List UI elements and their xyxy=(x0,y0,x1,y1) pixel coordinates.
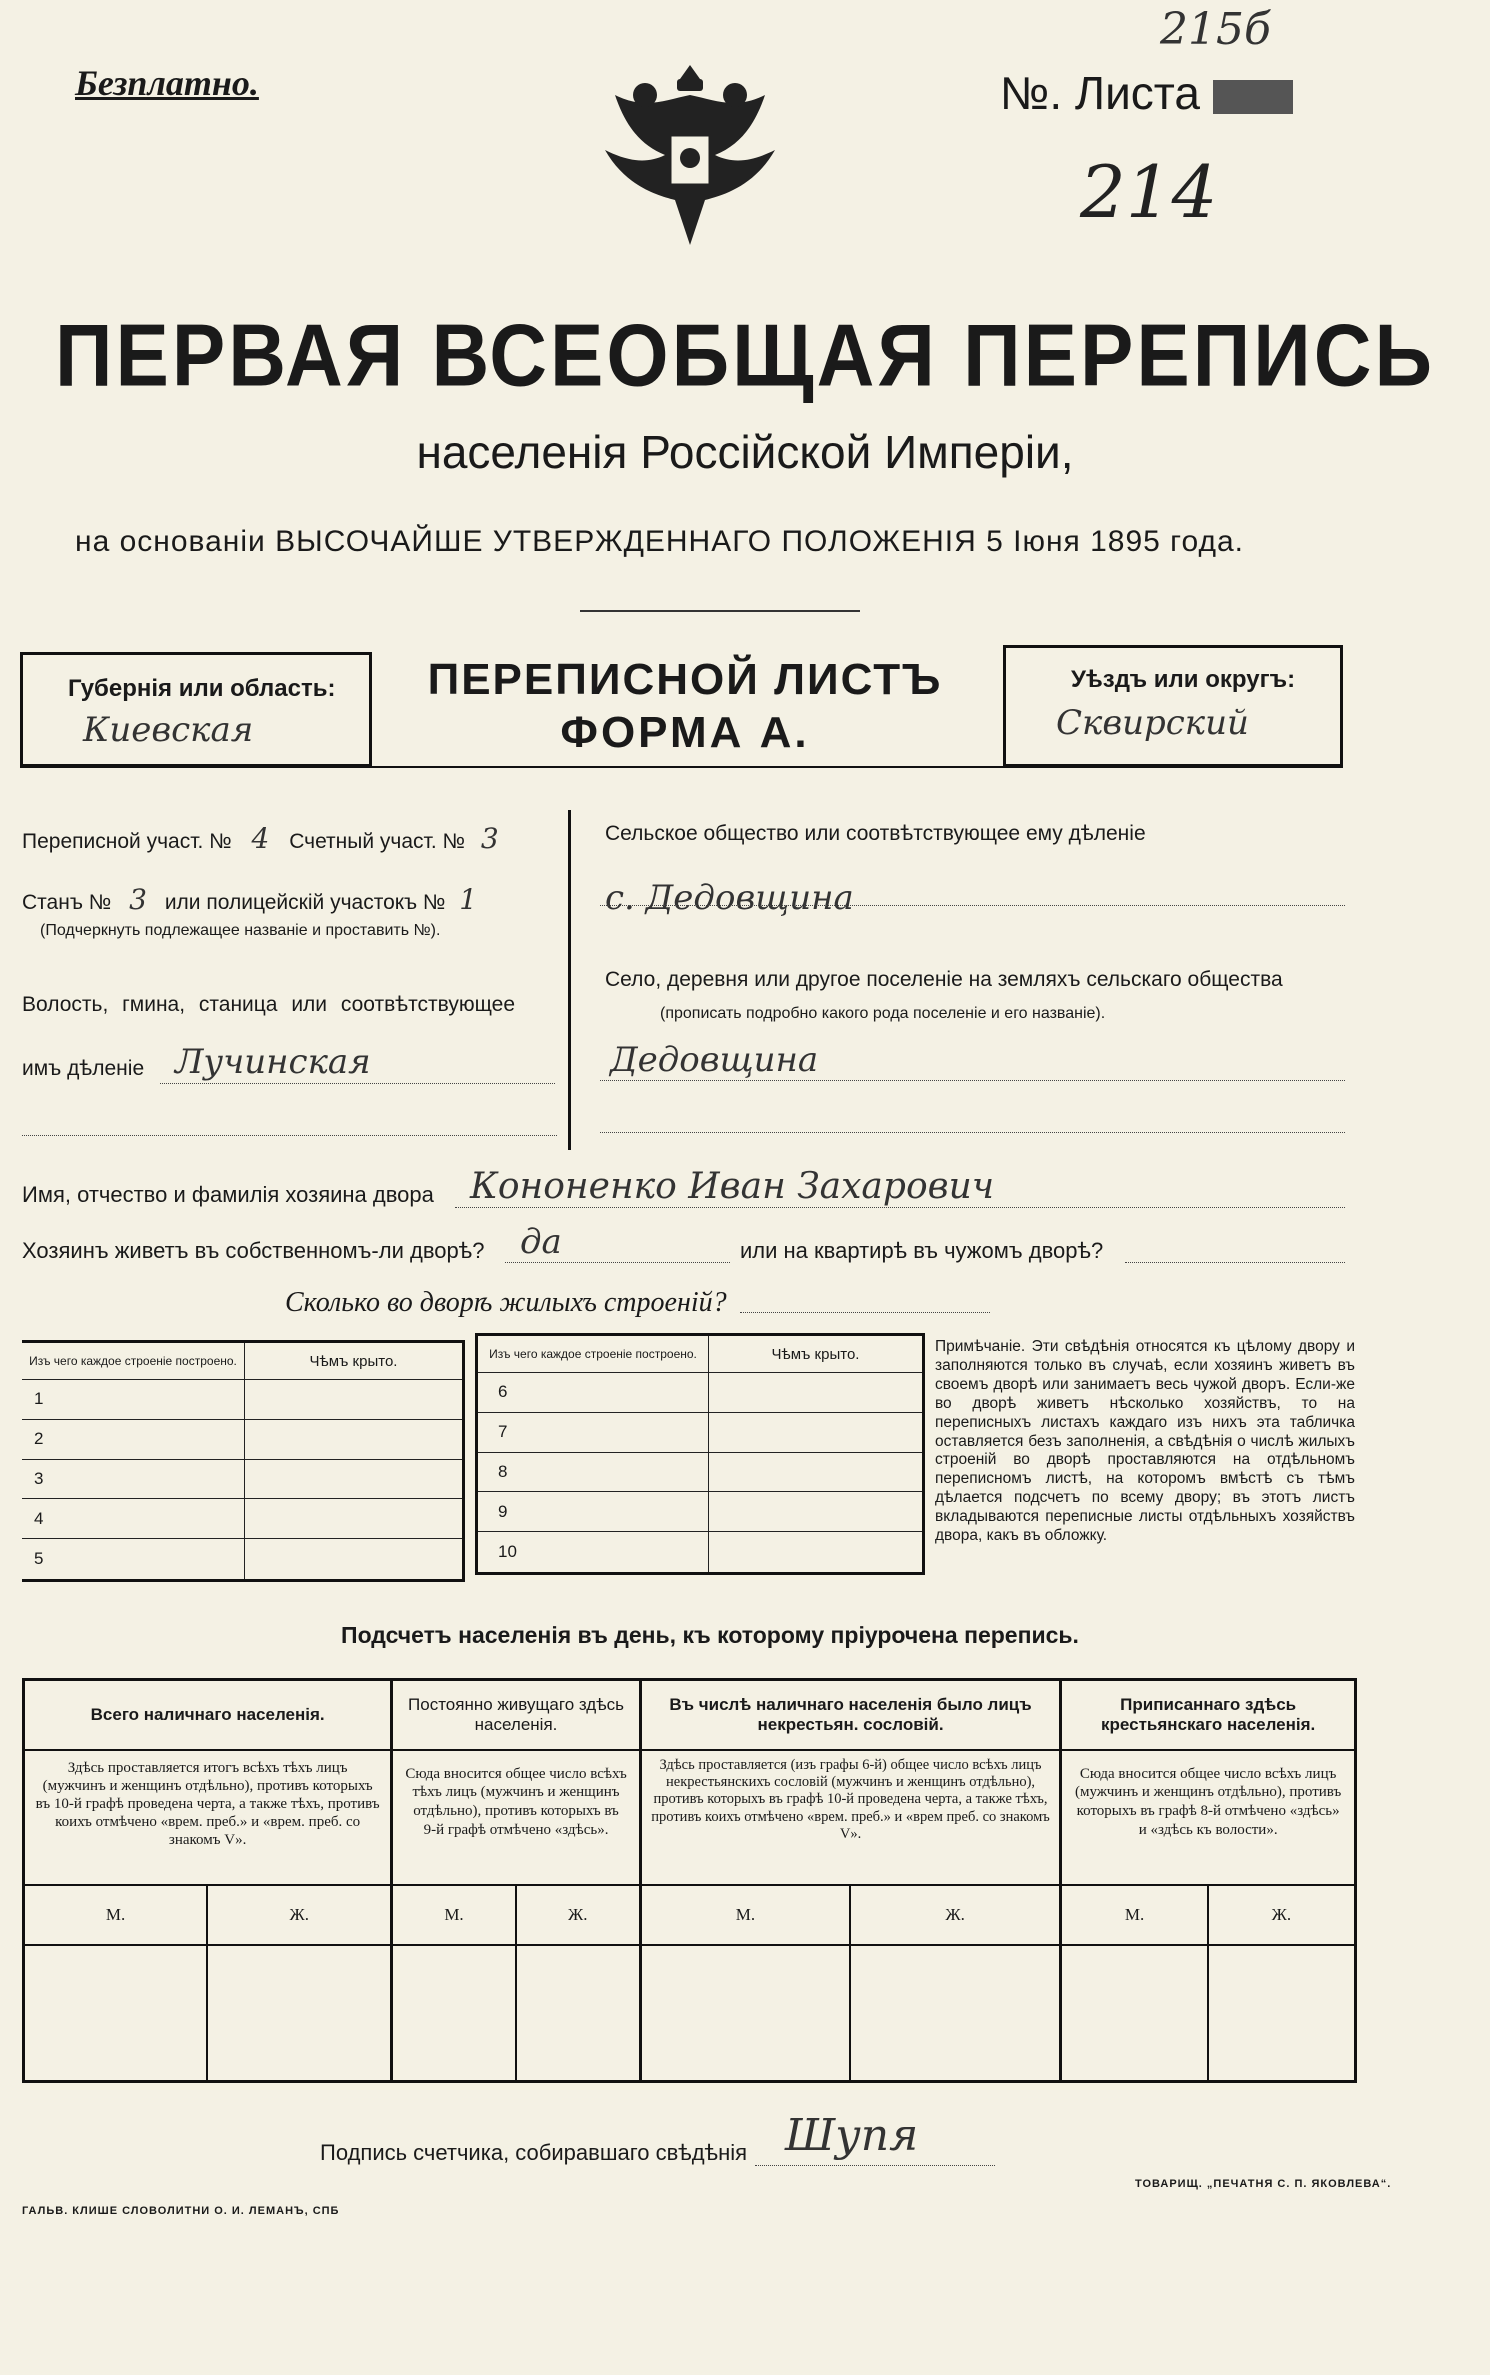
district-label: Уѣздъ или округъ: xyxy=(1071,666,1296,693)
female-header: Ж. xyxy=(207,1885,392,1945)
owner-name-label: Имя, отчество и фамилія хозяина двора xyxy=(22,1182,434,1207)
volost-label-2: имъ дѣленіе xyxy=(22,1057,145,1080)
pop-cell xyxy=(1208,1945,1356,2082)
free-label: Безплатно. xyxy=(75,63,259,103)
pop-cell xyxy=(24,1945,208,2082)
roof-header: Чѣмъ крыто. xyxy=(709,1335,924,1373)
pop-col-desc-permanent: Сюда вносится общее число всѣхъ тѣхъ лицъ (мужчинъ и женщинъ отдѣльно), противъ которыхъ въ 9-й графѣ отмѣчено «здѣсь». xyxy=(392,1750,640,1885)
population-title: Подсчетъ населенія въ день, къ которому пріурочена перепись. xyxy=(341,1622,1079,1648)
pop-col-head-ascribed: Приписаннаго здѣсь крестьянскаго населенія. xyxy=(1061,1680,1356,1750)
owner-name-value: Кононенко Иван Захарович xyxy=(470,1166,995,1207)
village-line xyxy=(600,1080,1345,1081)
census-section-row xyxy=(22,822,509,855)
building-row-num: 6 xyxy=(477,1373,709,1413)
building-row-num: 8 xyxy=(477,1452,709,1492)
village-value: Дедовщина xyxy=(610,1040,819,1080)
female-header: Ж. xyxy=(1208,1885,1356,1945)
volost-line xyxy=(160,1083,555,1084)
count-section-value: 3 xyxy=(480,822,499,855)
census-section-value: 4 xyxy=(251,822,270,855)
buildings-table-right xyxy=(475,1333,925,1575)
volost-label: Волость, гмина, станица или соотвѣтствующее xyxy=(22,993,515,1016)
population-table xyxy=(22,1678,1357,2083)
society-line xyxy=(600,905,1345,906)
buildings-label: Сколько во дворѣ жилыхъ строеній? xyxy=(285,1287,727,1318)
printer-right: ТОВАРИЩ. „ПЕЧАТНЯ С. П. ЯКОВЛЕВА“. xyxy=(1135,2178,1392,2190)
buildings-table-left xyxy=(22,1340,465,1582)
building-row-num: 9 xyxy=(477,1492,709,1532)
own-yard-line xyxy=(505,1262,730,1263)
sheet-no-redaction xyxy=(1213,80,1293,114)
building-row-num: 2 xyxy=(22,1419,245,1459)
village-label: Село, деревня или другое поселеніе на земляхъ сельскаго общества xyxy=(605,968,1283,991)
female-header: Ж. xyxy=(516,1885,641,1945)
district-value: Сквирский xyxy=(1056,703,1249,743)
village-note: (прописать подробно какого рода поселеніе и его названіе). xyxy=(660,1005,1106,1022)
pop-col-desc-ascribed: Сюда вносится общее число всѣхъ лицъ (мужчинъ и женщинъ отдѣльно), противъ которыхъ въ графѣ 8-й отмѣчено «здѣсь» и «здѣсь къ волости». xyxy=(1061,1750,1356,1885)
building-row-num: 3 xyxy=(22,1459,245,1499)
ornament-divider xyxy=(580,610,860,624)
underline-note: (Подчеркнуть подлежащее названіе и проставить №). xyxy=(40,922,441,939)
archive-number: 215б xyxy=(1160,4,1271,55)
male-header: М. xyxy=(392,1885,516,1945)
form-title: ПЕРЕПИСНОЙ ЛИСТЪ xyxy=(427,655,943,704)
stan-value: 3 xyxy=(129,883,147,916)
volost-line-2 xyxy=(22,1135,557,1136)
village-line-2 xyxy=(600,1132,1345,1133)
material-header: Изъ чего каждое строеніе построено. xyxy=(477,1335,709,1373)
society-value: с. Дедовщина xyxy=(605,878,854,918)
male-header: М. xyxy=(640,1885,850,1945)
counter-signature: Шупя xyxy=(785,2110,919,2161)
buildings-line xyxy=(740,1312,990,1313)
building-row-num: 4 xyxy=(22,1499,245,1539)
buildings-note: Примѣчаніе. Эти свѣдѣнія относятся къ цѣлому двору и заполняются только въ случаѣ, если хозяинъ живетъ въ своемъ дворѣ или занимаетъ весь чужой дворъ. Если-же во дворѣ живетъ нѣсколько хозяйствъ, то на переписныхъ листахъ каждаго изъ нихъ эта табличка оставляется безъ заполненія, а свѣдѣнія о числѣ жилыхъ строеній во дворѣ проставляются на отдѣльномъ переписномъ листѣ, на которомъ вмѣстѣ съ тѣмъ дѣлается подсчетъ по всему двору; въ этотъ листъ вкладываются переписные листы отдѣльныхъ хозяйствъ двора, какъ въ обложку. xyxy=(935,1338,1355,1545)
building-row-num: 5 xyxy=(22,1539,245,1581)
center-divider xyxy=(568,810,571,1150)
subtitle: населенія Россійской Имперіи, xyxy=(416,426,1074,478)
male-header: М. xyxy=(1061,1885,1208,1945)
pop-cell xyxy=(850,1945,1061,2082)
pop-col-desc-total: Здѣсь проставляется итогъ всѣхъ тѣхъ лицъ (мужчинъ и женщинъ отдѣльно), противъ которыхъ въ 10-й графѣ проведена черта, а также тѣхъ, противъ коихъ отмѣчено «врем. преб.» и «врем. преб. со знакомъ V». xyxy=(24,1750,392,1885)
form-subtitle: ФОРМА А. xyxy=(560,708,810,757)
building-row-num: 1 xyxy=(22,1380,245,1420)
owner-name-line xyxy=(455,1207,1345,1208)
police-label: или полицейскій участокъ № xyxy=(164,891,446,914)
census-section-label: Переписной участ. № xyxy=(22,830,232,853)
pop-col-head-permanent: Постоянно живущаго здѣсь населенія. xyxy=(392,1680,640,1750)
volost-value: Лучинская xyxy=(175,1042,371,1082)
material-header: Изъ чего каждое строеніе построено. xyxy=(22,1342,245,1380)
building-row-num: 7 xyxy=(477,1412,709,1452)
basis-line: на основаніи ВЫСОЧАЙШЕ УТВЕРЖДЕННАГО ПОЛОЖЕНІЯ 5 Іюня 1895 года. xyxy=(75,525,1245,558)
pop-cell xyxy=(640,1945,850,2082)
roof-header: Чѣмъ крыто. xyxy=(245,1342,464,1380)
sheet-no-text: №. Листа xyxy=(1000,67,1200,119)
pop-cell xyxy=(207,1945,392,2082)
header-bottom-rule xyxy=(20,766,1343,768)
own-yard-value: да xyxy=(520,1222,562,1262)
signature-line xyxy=(755,2165,995,2166)
pop-col-head-noncrest: Въ числѣ наличнаго населенія было лицъ некрестьян. сословій. xyxy=(640,1680,1061,1750)
double-headed-eagle-emblem xyxy=(585,55,795,255)
province-box xyxy=(20,652,372,767)
pop-cell xyxy=(1061,1945,1208,2082)
own-yard-label: Хозяинъ живетъ въ собственномъ-ли дворѣ? xyxy=(22,1238,485,1263)
male-header: М. xyxy=(24,1885,208,1945)
police-value: 1 xyxy=(459,883,478,916)
province-value: Киевская xyxy=(83,710,254,750)
sheet-number-handwritten: 214 xyxy=(1080,150,1218,234)
province-label: Губернія или область: xyxy=(68,675,336,702)
main-title: ПЕРВАЯ ВСЕОБЩАЯ ПЕРЕПИСЬ xyxy=(55,306,1435,405)
stan-label: Станъ № xyxy=(22,891,112,914)
pop-cell xyxy=(516,1945,641,2082)
count-section-label: Счетный участ. № xyxy=(289,830,466,853)
pop-col-head-total: Всего наличнаго населенія. xyxy=(24,1680,392,1750)
sheet-number-label xyxy=(1000,66,1293,120)
society-label: Сельское общество или соотвѣтствующее ему дѣленіе xyxy=(605,822,1146,845)
printer-left: ГАЛЬВ. КЛИШЕ СЛОВОЛИТНИ О. И. ЛЕМАНЪ, СПБ xyxy=(22,2205,340,2217)
district-box xyxy=(1003,645,1343,767)
building-row-num: 10 xyxy=(477,1532,709,1574)
pop-col-desc-noncrest: Здѣсь проставляется (изъ графы 6-й) общее число всѣхъ лицъ некрестьянскихъ сословій (мужчинъ и женщинъ отдѣльно), противъ которыхъ въ графѣ 10-й проведена черта, а также тѣхъ, противъ коихъ отмѣчено «врем. преб.» и «врем преб. со знакомъ V». xyxy=(640,1750,1061,1885)
rent-label: или на квартирѣ въ чужомъ дворѣ? xyxy=(740,1238,1104,1263)
rent-line xyxy=(1125,1262,1345,1263)
stan-row xyxy=(22,883,485,916)
pop-cell xyxy=(392,1945,516,2082)
signature-label: Подпись счетчика, собиравшаго свѣдѣнія xyxy=(320,2140,748,2165)
female-header: Ж. xyxy=(850,1885,1061,1945)
